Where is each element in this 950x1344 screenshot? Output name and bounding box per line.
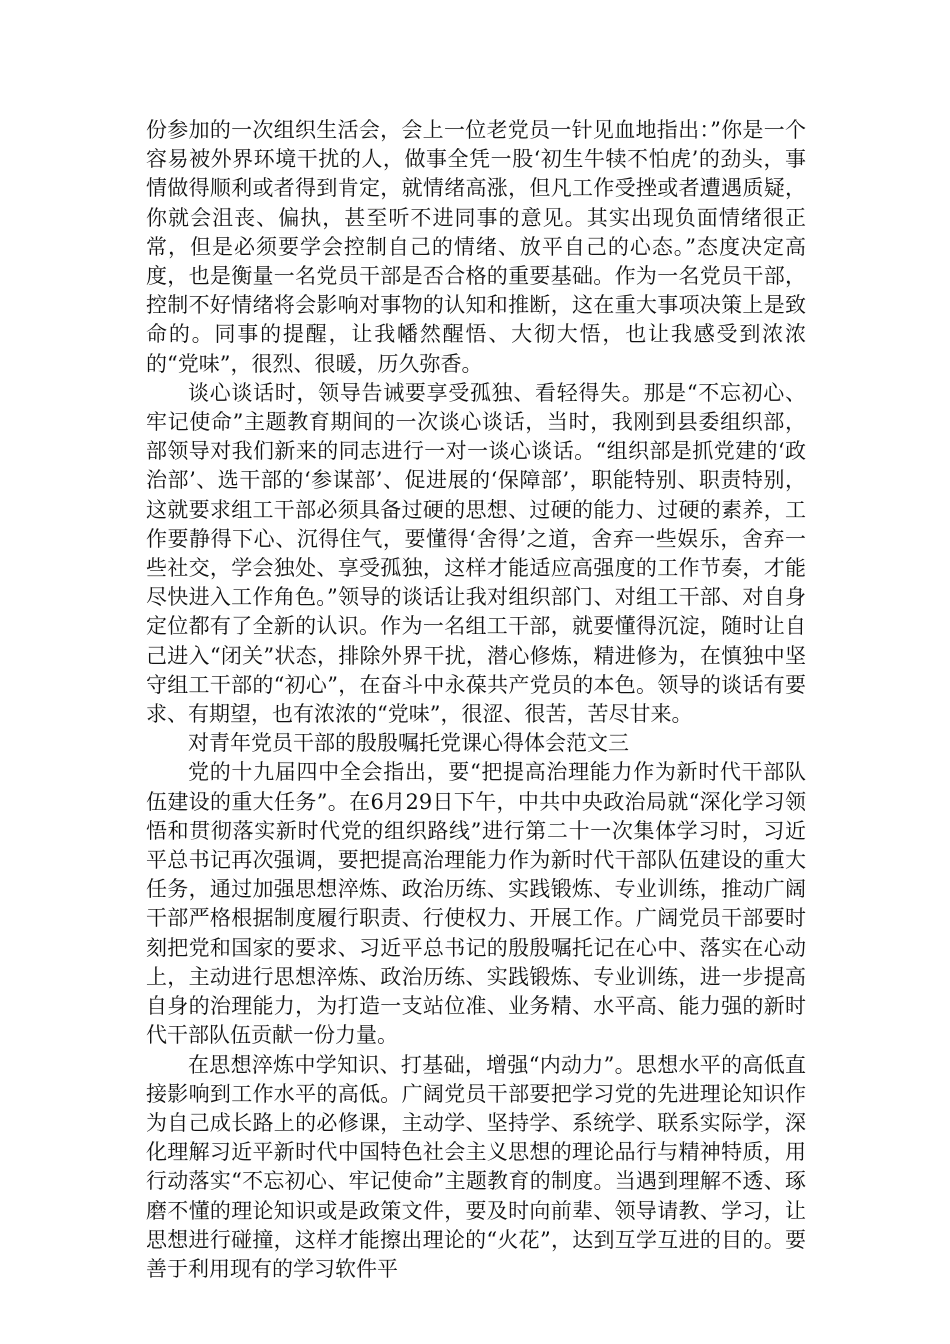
paragraph-ideological-tempering: 在思想淬炼中学知识、打基础，增强“内动力”。思想水平的高低直接影响到工作水平的高低。广阔党员干部要把学习党的先进理论知识作为自己成长路上的必修课，主动学、坚持学、系统学、联系实际学，深化理解习近平新时代中国特色社会主义思想的理论品行与精神特质，用行动落实“不忘初心、牢记使命”主题教育的制度。当遇到理解不透、琢磨不懂的理论知识或是政策文件，要及时向前辈、领导请教、学习，让思想进行碰撞，这样才能擦出理论的“火花”，达到互学互进的目的。要善于利用现有的学习软件平 xyxy=(146,1052,806,1281)
section-heading: 对青年党员干部的殷殷嘱托党课心得体会范文三 xyxy=(188,731,629,756)
paragraph-continuation: 份参加的一次组织生活会，会上一位老党员一针见血地指出：”你是一个容易被外界环境干扰的人，做事全凭一股‘初生牛犊不怕虎’的劲头，事情做得顺利或者得到肯定，就情绪高涨，但凡工作受挫或者遭遇质疑，你就会沮丧、偏执，甚至听不进同事的意见。其实出现负面情绪很正常，但是必须要学会控制自己的情绪、放平自己的心态。”态度决定高度，也是衡量一名党员干部是否合格的重要基础。作为一名党员干部，控制不好情绪将会影响对事物的认知和推断，这在重大事项决策上是致命的。同事的提醒，让我幡然醒悟、大彻大悟，也让我感受到浓浓的“党味”，很烈、很暖，历久弥香。 xyxy=(146,118,806,376)
paragraph-governance-capacity: 党的十九届四中全会指出，要“把提高治理能力作为新时代干部队伍建设的重大任务”。在6月29日下午，中共中央政治局就“深化学习领悟和贯彻落实新时代党的组织路线”进行第二十一次集体学习时，习近平总书记再次强调，要把提高治理能力作为新时代干部队伍建设的重大任务，通过加强思想淬炼、政治历练、实践锻炼、专业训练，推动广阔干部严格根据制度履行职责、行使权力、开展工作。广阔党员干部要时刻把党和国家的要求、习近平总书记的殷殷嘱托记在心中、落实在心动上，主动进行思想淬炼、政治历练、实践锻炼、专业训练，进一步提高自身的治理能力，为打造一支站位准、业务精、水平高、能力强的新时代干部队伍贡献一份力量。 xyxy=(146,760,806,1048)
document-page xyxy=(146,116,806,1284)
paragraph-heart-to-heart-talk: 谈心谈话时，领导告诫要享受孤独、看轻得失。那是“不忘初心、牢记使命”主题教育期间的一次谈心谈话，当时，我刚到县委组织部，部领导对我们新来的同志进行一对一谈心谈话。“组织部是抓党建的‘政治部’、选干部的‘参谋部’、促进展的‘保障部’，职能特别、职责特别，这就要求组工干部必须具备过硬的思想、过硬的能力、过硬的素养，工作要静得下心、沉得住气，要懂得‘舍得’之道，舍弃一些娱乐，舍弃一些社交，学会独处、享受孤独，这样才能适应高强度的工作节奏，才能尽快进入工作角色。”领导的谈话让我对组织部门、对组工干部、对自身定位都有了全新的认识。作为一名组工干部，就要懂得沉淀，随时让自己进入“闭关”状态，排除外界干扰，潜心修炼，精进修为，在慎独中坚守组工干部的“初心”，在奋斗中永葆共产党员的本色。领导的谈话有要求、有期望，也有浓浓的“党味”，很涩、很苦，苦尽甘来。 xyxy=(146,380,806,727)
